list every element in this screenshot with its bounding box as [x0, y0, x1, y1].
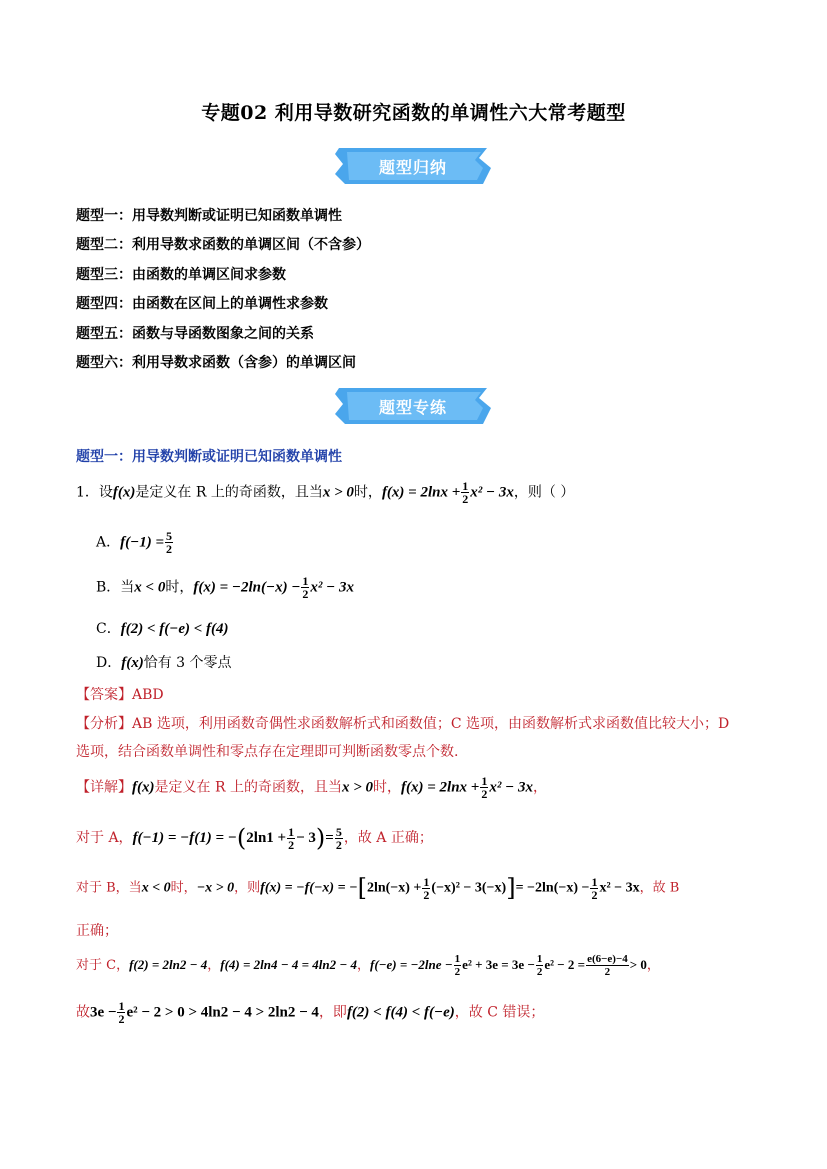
fraction — [590, 876, 598, 901]
math-condition: x > 0 — [341, 779, 374, 796]
fraction — [461, 480, 469, 505]
toc-item-2: 题型二：利用导数求函数的单调区间（不含参） — [76, 237, 370, 253]
math-expression: x² − 3x — [489, 779, 533, 796]
math-expression: f(−e) = −2lne − — [370, 957, 453, 972]
math-expression: f(2) < f(−e) < f(4) — [120, 621, 229, 637]
answer-label: 【答案】 — [76, 687, 132, 703]
fraction — [536, 953, 544, 978]
step-text: ， — [207, 958, 221, 973]
step-text: ，故 B — [639, 880, 680, 896]
math-fx: f(x) — [132, 779, 155, 796]
option-c — [96, 618, 229, 638]
step-text: ， — [356, 958, 370, 973]
math-expression: f(x) = 2lnx + — [401, 779, 480, 796]
toc-item-6: 题型六：利用导数求函数（含参）的单调区间 — [76, 355, 356, 371]
analysis-text: AB 选项，利用函数奇偶性求函数解析式和函数值；C 选项，由函数解析式求函数值比较大小；D — [132, 716, 730, 732]
fraction-numerator: 1 — [118, 999, 125, 1013]
math-expression: x² − 3x — [599, 880, 640, 896]
math-expression: 2ln(−x) + — [366, 880, 422, 896]
math-expression: − 3 — [296, 830, 316, 846]
fraction-denominator: 2 — [454, 966, 461, 978]
paren-close: ) — [315, 824, 326, 852]
banner-summary-label: 题型归纳 — [378, 158, 447, 177]
detail-line — [76, 775, 547, 800]
step-text: 对于 C， — [76, 958, 130, 973]
fraction-numerator: 1 — [423, 874, 430, 889]
question-1 — [76, 480, 574, 505]
fraction-denominator: 2 — [335, 837, 342, 852]
step-text: 对于 B，当 — [76, 880, 142, 896]
math-expression: f(2) = 2ln2 − 4 — [129, 957, 208, 972]
fraction-numerator: 1 — [454, 953, 461, 965]
analysis-line-2: 选项，结合函数单调性和零点存在定理即可判断函数零点个数. — [76, 744, 459, 760]
fraction-denominator: 2 — [481, 787, 488, 801]
step-text: ，故 A 正确； — [343, 830, 433, 846]
fraction-numerator: 1 — [591, 874, 598, 889]
fraction-numerator: 5 — [335, 824, 342, 839]
detail-label: 【详解】 — [76, 779, 132, 796]
step-text: ，故 C 错误； — [454, 1004, 545, 1021]
analysis-line-1 — [76, 713, 729, 733]
fraction-numerator: 1 — [302, 574, 309, 588]
math-expression: > 0 — [629, 957, 647, 972]
math-expression: x² − 3x — [310, 579, 355, 596]
bracket-close: ] — [506, 874, 516, 902]
fraction — [480, 775, 488, 800]
step-c-conclusion — [76, 1000, 544, 1025]
fraction — [165, 530, 173, 555]
step-text: 时， — [170, 880, 197, 896]
banner-summary — [333, 146, 493, 186]
math-expression: = — [325, 830, 334, 846]
toc-item-3: 题型三：由函数的单调区间求参数 — [76, 267, 286, 283]
paren-open: ( — [236, 824, 247, 852]
bracket-open: [ — [357, 874, 367, 902]
math-expression: (−x)² − 3(−x) — [431, 880, 507, 896]
step-text: 故 — [76, 1004, 90, 1021]
fraction-numerator: 1 — [536, 953, 543, 965]
option-label: A． — [96, 534, 121, 551]
option-label: D． — [96, 655, 122, 671]
math-expression: f(−1) = −f(1) = − — [132, 830, 237, 846]
question-text: 时， — [353, 484, 382, 501]
math-expression: 3e − — [90, 1004, 117, 1021]
step-text: ，即 — [318, 1004, 347, 1021]
math-expression: f(−1) = — [120, 534, 164, 551]
fraction-denominator: 2 — [462, 492, 469, 506]
math-expression: = −2ln(−x) − — [515, 880, 590, 896]
step-text: ，则 — [234, 880, 261, 896]
fraction-numerator: 5 — [166, 529, 172, 543]
math-expression: f(x) = 2lnx + — [381, 484, 461, 501]
fraction — [422, 876, 430, 901]
fraction-denominator: 2 — [604, 966, 611, 978]
math-expression: f(4) = 2ln4 − 4 = 4ln2 − 4 — [220, 957, 357, 972]
fraction-numerator: 1 — [481, 774, 488, 788]
fraction-denominator: 2 — [166, 542, 172, 556]
math-expression: e² + 3e = 3e − — [462, 957, 535, 972]
option-d — [96, 652, 232, 672]
math-condition: x > 0 — [322, 484, 354, 501]
answer-value: ABD — [132, 687, 164, 703]
toc-item-1: 题型一：用导数判断或证明已知函数单调性 — [76, 208, 342, 224]
page-title: 专题02 利用导数研究函数的单调性六大常考题型 — [201, 102, 626, 124]
math-condition: −x > 0 — [196, 880, 235, 896]
fraction — [454, 953, 462, 978]
fraction-denominator: 2 — [591, 887, 598, 902]
option-a — [96, 530, 174, 555]
fraction — [335, 826, 343, 851]
fraction-denominator: 2 — [536, 966, 543, 978]
analysis-label: 【分析】 — [76, 716, 132, 732]
fraction-denominator: 2 — [302, 587, 309, 601]
math-expression: f(2) < f(4) < f(−e) — [346, 1004, 455, 1021]
step-text: ， — [646, 958, 660, 973]
option-text: 时， — [165, 579, 194, 596]
fraction-numerator: 1 — [462, 479, 469, 493]
fraction-denominator: 2 — [118, 1012, 125, 1026]
fraction-numerator: 1 — [288, 824, 295, 839]
question-number: 1．设 — [76, 484, 113, 501]
math-expression: x² − 3x — [470, 484, 514, 501]
math-fx: f(x) — [112, 484, 136, 501]
math-fx: f(x) — [121, 655, 144, 671]
fraction — [586, 953, 629, 978]
banner-practice-label: 题型专练 — [378, 398, 447, 417]
step-b — [76, 874, 679, 902]
step-a — [76, 824, 433, 852]
option-label: B．当 — [96, 579, 135, 596]
math-expression: f(x) = −2ln(−x) − — [193, 579, 301, 596]
fraction-denominator: 2 — [288, 837, 295, 852]
fraction-denominator: 2 — [423, 887, 430, 902]
toc-item-5: 题型五：函数与导函数图象之间的关系 — [76, 326, 314, 342]
fraction — [117, 1000, 125, 1025]
fraction — [287, 826, 295, 851]
section-heading: 题型一：用导数判断或证明已知函数单调性 — [76, 449, 342, 465]
step-text: 对于 A， — [76, 830, 133, 846]
detail-text: 时， — [373, 779, 402, 796]
math-expression: e² − 2 = — [544, 957, 586, 972]
option-label: C． — [96, 621, 121, 637]
math-condition: x < 0 — [134, 579, 166, 596]
question-text: ，则（ ） — [513, 484, 575, 501]
detail-text: ， — [532, 779, 547, 796]
option-b — [96, 575, 354, 600]
question-text: 是定义在 R 上的奇函数，且当 — [135, 484, 323, 501]
fraction — [301, 575, 309, 600]
option-text: 恰有 3 个零点 — [143, 655, 232, 671]
fraction-numerator: e(6−e)−4 — [587, 953, 628, 965]
math-condition: x < 0 — [141, 880, 171, 896]
math-expression: f(x) = −f(−x) = − — [260, 880, 358, 896]
banner-practice — [333, 386, 493, 426]
detail-text: 是定义在 R 上的奇函数，且当 — [154, 779, 342, 796]
step-c — [76, 953, 660, 978]
toc-item-4: 题型四：由函数在区间上的单调性求参数 — [76, 296, 328, 312]
math-expression: 2ln1 + — [246, 830, 287, 846]
math-expression: e² − 2 > 0 > 4ln2 − 4 > 2ln2 − 4 — [126, 1004, 319, 1021]
answer — [76, 684, 164, 704]
step-b-line-2: 正确； — [76, 923, 118, 939]
